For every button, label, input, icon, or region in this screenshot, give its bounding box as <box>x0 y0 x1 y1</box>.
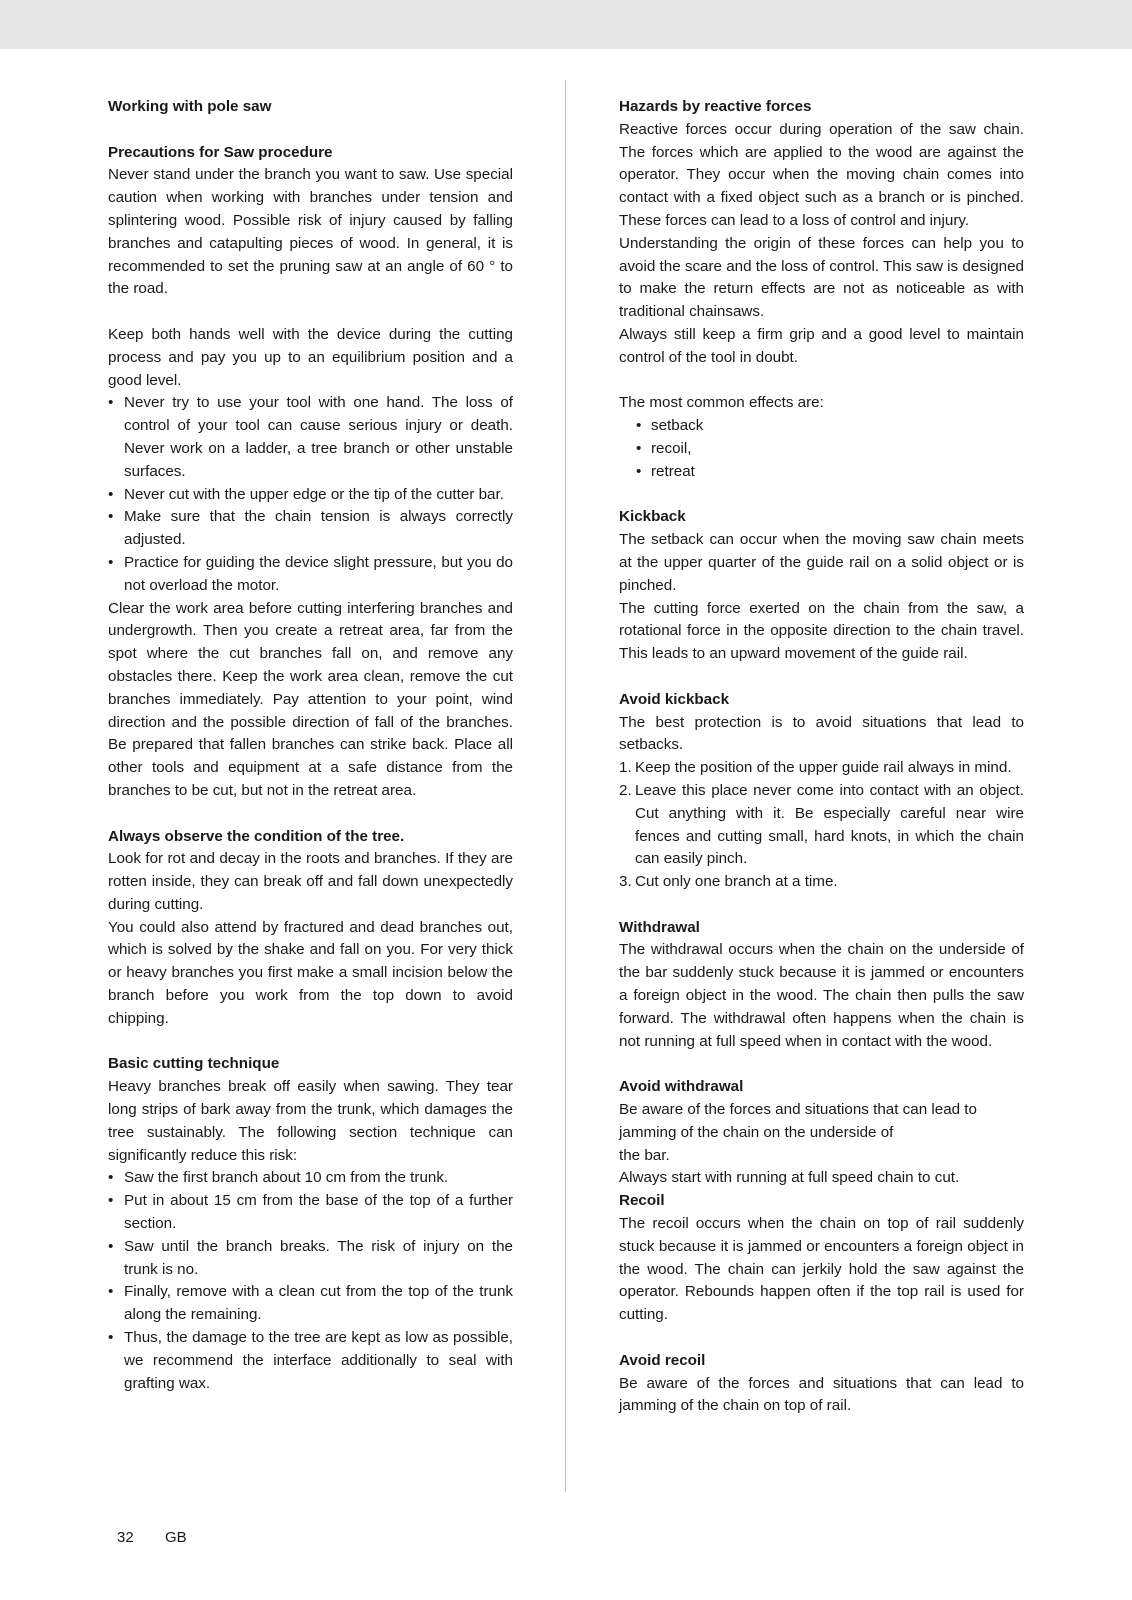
paragraph: The most common effects are: <box>619 394 824 412</box>
list-text: Keep the position of the upper guide rail always in mind. <box>635 759 1012 777</box>
list-number: 3. <box>619 873 632 891</box>
basic-cutting-heading: Basic cutting technique <box>108 1055 280 1073</box>
withdrawal-heading: Withdrawal <box>619 918 700 936</box>
list-item: • Saw the first branch about 10 cm from the trunk. <box>108 1167 513 1190</box>
paragraph: Look for rot and decay in the roots and branches. If they are rotten inside, they can break off and fall down unexpectedly during cutting. <box>108 850 513 913</box>
precautions-heading: Precautions for Saw procedure <box>108 143 333 161</box>
list-item: • Put in about 15 cm from the base of the top of a further section. <box>108 1190 513 1236</box>
bullet-list <box>108 392 513 597</box>
paragraph: The cutting force exerted on the chain from the saw, a rotational force in the opposite direction to the chain travel. This leads to an upward movement of the guide rail. <box>619 599 1024 663</box>
list-item: • Practice for guiding the device slight pressure, but you do not overload the motor. <box>108 552 513 598</box>
list-item: • recoil, <box>619 438 1024 461</box>
recoil-heading: Recoil <box>619 1192 665 1210</box>
list-item: • Saw until the branch breaks. The risk of injury on the trunk is no. <box>108 1236 513 1282</box>
column-divider <box>565 80 566 1492</box>
list-text: Leave this place never come into contact with an object. Cut anything with it. Be especially careful near wire fences and cutting small, hard knots, in which the chain can easily pinch. <box>635 781 1024 868</box>
list-item: • Never try to use your tool with one hand. The loss of control of your tool can cause serious injury or death. Never work on a ladder, a tree branch or other unstable surfaces. <box>108 392 513 483</box>
list-text: Cut only one branch at a time. <box>635 873 838 891</box>
paragraph: The setback can occur when the moving saw chain meets at the upper quarter of the guide rail on a solid object or is pinched. <box>619 531 1024 594</box>
top-band <box>0 0 1132 49</box>
list-item <box>619 871 1024 894</box>
paragraph: The withdrawal occurs when the chain on the underside of the bar suddenly stuck because it is jammed or encounters a foreign object in the wood. The chain then pulls the saw forward. The withdrawal often happens when the chain is not running at full speed when in contact with the wood. <box>619 941 1024 1050</box>
paragraph: Never stand under the branch you want to saw. Use special caution when working with branches under tension and splintering wood. Possible risk of injury caused by falling branches and catapulting pieces of wood. In general, it is recommended to set the pruning saw at an angle of 60 ° to the road. <box>108 166 513 298</box>
page-number: 32 <box>117 1529 134 1546</box>
paragraph: Always still keep a firm grip and a good level to maintain control of the tool in doubt. <box>619 325 1024 366</box>
list-item: • Make sure that the chain tension is always correctly adjusted. <box>108 506 513 552</box>
list-number: 2. <box>619 781 632 799</box>
paragraph: The best protection is to avoid situations that lead to setbacks. <box>619 713 1024 754</box>
list-item: • Finally, remove with a clean cut from the top of the trunk along the remaining. <box>108 1281 513 1327</box>
paragraph: Be aware of the forces and situations that can lead to jamming of the chain on the underside of <box>619 1101 977 1141</box>
bullet-list <box>108 1167 513 1395</box>
paragraph: Understanding the origin of these forces can help you to avoid the scare and the loss of control. This saw is designed to make the return effects are not as noticeable as with traditional chainsaws. <box>619 234 1024 321</box>
hazards-heading: Hazards by reactive forces <box>619 98 812 115</box>
tree-condition-heading: Always observe the condition of the tree. <box>108 827 405 845</box>
paragraph: Keep both hands well with the device during the cutting process and pay you up to an equilibrium position and a good level. <box>108 325 513 389</box>
paragraph: You could also attend by fractured and dead branches out, which is solved by the shake and fall on you. For very thick or heavy branches you first make a small incision below the branch before you work from the top down to avoid chipping. <box>108 918 513 1027</box>
paragraph: Clear the work area before cutting interfering branches and undergrowth. Then you create a retreat area, far from the spot where the cut branches fall on, and remove any obstacles there. Keep the work area clean, remove the cut branches immediately. Pay attention to your point, wind direction and the possible direction of fall of the branches. Be prepared that fallen branches can strike back. Place all other tools and equipment at a safe distance from the branches to be cut, but not in the retreat area. <box>108 599 513 799</box>
page-title: Working with pole saw <box>108 98 272 115</box>
list-number: 1. <box>619 759 632 777</box>
avoid-recoil-heading: Avoid recoil <box>619 1351 706 1369</box>
list-item: • Thus, the damage to the tree are kept as low as possible, we recommend the interface additionally to seal with grafting wax. <box>108 1327 513 1395</box>
paragraph: Heavy branches break off easily when sawing. They tear long strips of bark away from the trunk, which damages the tree sustainably. The following section technique can significantly reduce this risk: <box>108 1078 513 1164</box>
kickback-heading: Kickback <box>619 508 686 526</box>
left-column <box>108 96 513 1395</box>
list-item <box>619 757 1024 780</box>
paragraph: The recoil occurs when the chain on top of rail suddenly stuck because it is jammed or encounters a foreign object in the wood. The chain can jerkily hold the saw against the operator. Rebounds happen often if the top rail is used for cutting. <box>619 1215 1024 1324</box>
paragraph: Reactive forces occur during operation of the saw chain. The forces which are applied to the wood are against the operator. They occur when the moving chain comes into contact with a fixed object such as a branch or is pinched. These forces can lead to a loss of control and injury. <box>619 120 1024 229</box>
paragraph: Always start with running at full speed chain to cut. <box>619 1169 960 1187</box>
right-column <box>619 96 1024 1418</box>
list-item <box>619 780 1024 871</box>
list-item: • setback <box>619 415 1024 438</box>
list-item: • Never cut with the upper edge or the tip of the cutter bar. <box>108 484 513 507</box>
effects-list <box>619 415 1024 483</box>
avoid-kickback-heading: Avoid kickback <box>619 690 730 708</box>
numbered-list <box>619 757 1024 894</box>
paragraph: the bar. <box>619 1146 670 1164</box>
avoid-withdrawal-heading: Avoid withdrawal <box>619 1078 744 1096</box>
list-item: • retreat <box>619 461 1024 484</box>
language-code: GB <box>165 1529 187 1546</box>
paragraph: Be aware of the forces and situations that can lead to jamming of the chain on top of rail. <box>619 1374 1024 1415</box>
